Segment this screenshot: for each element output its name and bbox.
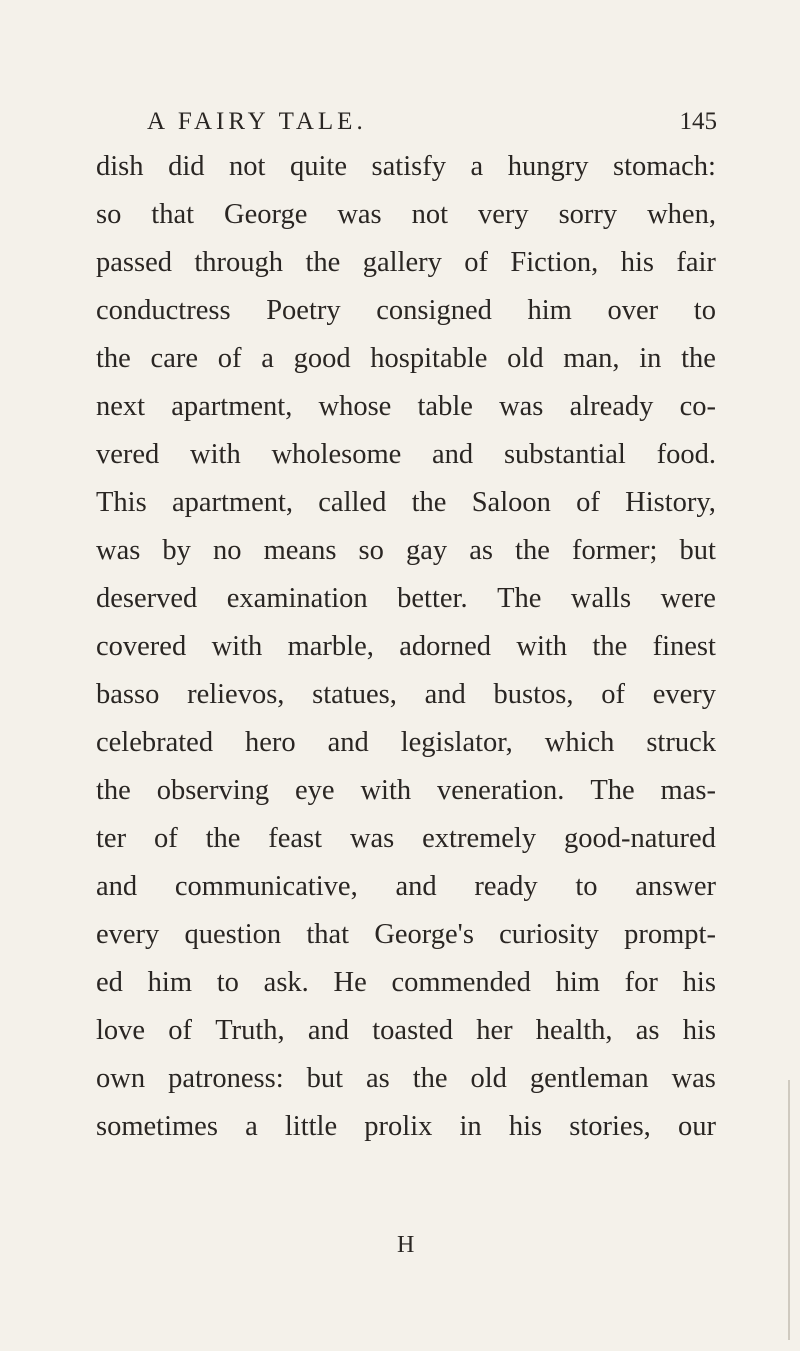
word: curiosity xyxy=(499,919,599,950)
word: feast xyxy=(268,823,323,854)
word: fair xyxy=(676,247,716,278)
word: vered xyxy=(96,439,160,470)
word: ask. xyxy=(263,967,309,998)
word: patroness: xyxy=(168,1063,284,1094)
word: with xyxy=(516,631,568,662)
word: better. xyxy=(397,583,468,614)
word: old xyxy=(507,343,544,374)
text-line xyxy=(96,479,716,527)
word: was xyxy=(671,1063,716,1094)
word: the xyxy=(412,1063,448,1094)
word: dish xyxy=(96,151,144,182)
word: little xyxy=(284,1111,338,1142)
word: love xyxy=(96,1015,146,1046)
text-line xyxy=(96,575,716,623)
word: hospitable xyxy=(370,343,488,374)
word: apartment, xyxy=(171,487,294,518)
word: former; xyxy=(571,535,658,566)
word: veneration. xyxy=(437,775,565,806)
word: conductress xyxy=(96,295,231,326)
word: legislator, xyxy=(400,727,513,758)
word: celebrated xyxy=(96,727,214,758)
word: as xyxy=(469,535,493,566)
word: every xyxy=(652,679,716,710)
word: History, xyxy=(625,487,716,518)
running-head xyxy=(147,108,717,148)
text-line xyxy=(96,1007,716,1055)
word: a xyxy=(470,151,484,182)
word: as xyxy=(365,1063,390,1094)
word: of xyxy=(576,487,600,518)
word: health, xyxy=(535,1015,613,1046)
word: Fiction, xyxy=(510,247,599,278)
word: food. xyxy=(656,439,716,470)
word: commended xyxy=(391,967,531,998)
word: prolix xyxy=(364,1111,433,1142)
word: next xyxy=(96,391,146,422)
word: a xyxy=(261,343,274,374)
word: and xyxy=(307,1015,350,1046)
word: as xyxy=(635,1015,660,1046)
word: very xyxy=(477,199,529,230)
word: substantial xyxy=(503,439,626,470)
word: in xyxy=(459,1111,482,1142)
word: was xyxy=(499,391,544,422)
word: and xyxy=(432,439,474,470)
word: passed xyxy=(96,247,172,278)
text-line xyxy=(96,143,716,191)
word: with xyxy=(360,775,412,806)
word: and xyxy=(96,871,138,902)
word: stories, xyxy=(569,1111,651,1142)
word: old xyxy=(470,1063,507,1094)
word: and xyxy=(424,679,466,710)
word: did xyxy=(168,151,205,182)
word: him xyxy=(527,295,572,326)
word: of xyxy=(153,823,178,854)
word: over xyxy=(607,295,659,326)
text-line xyxy=(96,767,716,815)
page-edge-shadow xyxy=(788,1080,790,1340)
running-title: A FAIRY TALE. xyxy=(147,108,367,135)
word: gentleman xyxy=(529,1063,649,1094)
word: ready xyxy=(474,871,538,902)
word: the xyxy=(305,247,341,278)
word: was xyxy=(349,823,395,854)
text-line xyxy=(96,911,716,959)
word: apartment, xyxy=(171,391,293,422)
word: to xyxy=(216,967,239,998)
word: sorry xyxy=(558,199,618,230)
word: basso xyxy=(96,679,160,710)
word: by xyxy=(162,535,191,566)
word: but xyxy=(306,1063,344,1094)
word: examination xyxy=(226,583,368,614)
word: consigned xyxy=(376,295,492,326)
word: hero xyxy=(245,727,296,758)
word: the xyxy=(515,535,550,566)
word: was xyxy=(337,199,382,230)
word: finest xyxy=(652,631,716,662)
word: The xyxy=(590,775,635,806)
word: own xyxy=(96,1063,146,1094)
word: table xyxy=(417,391,473,422)
word: prompt- xyxy=(624,919,716,950)
word: of xyxy=(601,679,625,710)
text-line xyxy=(96,1103,716,1151)
word: good xyxy=(293,343,351,374)
body-text xyxy=(96,143,716,1151)
word: covered xyxy=(96,631,187,662)
text-line xyxy=(96,431,716,479)
word: good-natured xyxy=(563,823,716,854)
word: called xyxy=(318,487,387,518)
word: so xyxy=(358,535,384,566)
word: the xyxy=(205,823,241,854)
word: Saloon xyxy=(471,487,551,518)
word: the xyxy=(411,487,447,518)
word: George's xyxy=(374,919,474,950)
word: were xyxy=(660,583,716,614)
word: to xyxy=(575,871,598,902)
word: was xyxy=(96,535,141,566)
word: of xyxy=(217,343,242,374)
word: of xyxy=(168,1015,193,1046)
word: observing xyxy=(156,775,270,806)
word: sometimes xyxy=(96,1111,218,1142)
word: means xyxy=(263,535,337,566)
word: gallery xyxy=(362,247,442,278)
signature-mark: H xyxy=(397,1232,415,1258)
word: and xyxy=(327,727,369,758)
word: which xyxy=(544,727,615,758)
text-line xyxy=(96,527,716,575)
word: bustos, xyxy=(493,679,574,710)
word: so xyxy=(96,199,122,230)
word: quite xyxy=(290,151,347,182)
word: ed xyxy=(96,967,123,998)
word: stomach: xyxy=(613,151,716,182)
word: hungry xyxy=(507,151,589,182)
word: but xyxy=(679,535,716,566)
word: a xyxy=(245,1111,258,1142)
word: to xyxy=(693,295,716,326)
word: her xyxy=(476,1015,513,1046)
word: extremely xyxy=(422,823,537,854)
text-line xyxy=(96,1055,716,1103)
word: marble, xyxy=(287,631,374,662)
word: deserved xyxy=(96,583,198,614)
word: gay xyxy=(405,535,448,566)
word: with xyxy=(190,439,241,470)
page-number: 145 xyxy=(679,108,717,135)
word: his xyxy=(682,1015,716,1046)
word: relievos, xyxy=(187,679,285,710)
word: his xyxy=(682,967,716,998)
text-line xyxy=(96,287,716,335)
text-line xyxy=(96,959,716,1007)
text-line xyxy=(96,671,716,719)
word: communicative, xyxy=(174,871,358,902)
word: him xyxy=(555,967,600,998)
word: George xyxy=(224,199,308,230)
word: no xyxy=(213,535,242,566)
word: He xyxy=(333,967,367,998)
word: The xyxy=(497,583,542,614)
word: wholesome xyxy=(271,439,402,470)
word: care xyxy=(150,343,198,374)
word: every xyxy=(96,919,160,950)
word: man, xyxy=(563,343,620,374)
word: Truth, xyxy=(215,1015,285,1046)
word: answer xyxy=(635,871,716,902)
word: struck xyxy=(646,727,716,758)
text-line xyxy=(96,719,716,767)
word: question xyxy=(184,919,282,950)
text-line xyxy=(96,863,716,911)
word: eye xyxy=(295,775,335,806)
word: This xyxy=(96,487,147,518)
word: the xyxy=(96,775,131,806)
word: the xyxy=(96,343,131,374)
word: satisfy xyxy=(371,151,446,182)
word: whose xyxy=(318,391,392,422)
text-line xyxy=(96,815,716,863)
word: his xyxy=(508,1111,543,1142)
word: that xyxy=(151,199,195,230)
word: the xyxy=(681,343,716,374)
word: already xyxy=(569,391,654,422)
word: and xyxy=(395,871,437,902)
word: adorned xyxy=(399,631,492,662)
word: with xyxy=(211,631,263,662)
word: walls xyxy=(570,583,632,614)
word: that xyxy=(306,919,350,950)
word: mas- xyxy=(660,775,716,806)
word: Poetry xyxy=(266,295,341,326)
word: statues, xyxy=(312,679,397,710)
word: in xyxy=(639,343,662,374)
word: co- xyxy=(679,391,716,422)
word: for xyxy=(624,967,658,998)
text-line xyxy=(96,383,716,431)
word: him xyxy=(147,967,192,998)
word: ter xyxy=(96,823,127,854)
text-line xyxy=(96,335,716,383)
word: toasted xyxy=(372,1015,453,1046)
word: not xyxy=(229,151,266,182)
word: the xyxy=(592,631,628,662)
text-line xyxy=(96,623,716,671)
word: our xyxy=(677,1111,716,1142)
text-line xyxy=(96,191,716,239)
word: his xyxy=(620,247,654,278)
word: of xyxy=(464,247,488,278)
text-line xyxy=(96,239,716,287)
word: through xyxy=(194,247,284,278)
word: when, xyxy=(647,199,716,230)
word: not xyxy=(411,199,449,230)
